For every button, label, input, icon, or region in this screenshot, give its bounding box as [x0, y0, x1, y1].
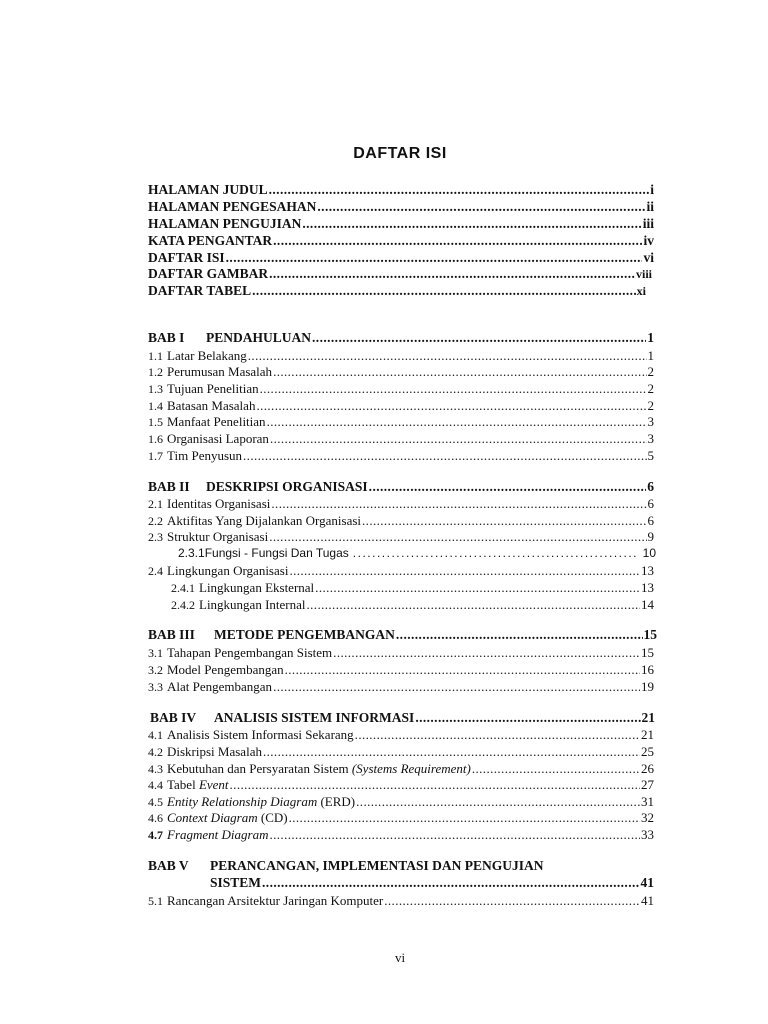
toc-entry: 3.1 Tahapan Pengembangan Sistem ..... 15 — [148, 645, 654, 661]
toc-entry: 5.1 Rancangan Arsitektur Jaringan Komputer ..... 41 — [148, 893, 654, 909]
toc-entry: HALAMAN JUDUL ..... i — [148, 182, 654, 198]
toc-entry: DAFTAR GAMBAR ..... viii — [148, 266, 652, 282]
chapter-heading-continued: SISTEM ..... 41 — [210, 875, 654, 891]
toc-entry: HALAMAN PENGUJIAN ..... iii — [148, 216, 654, 232]
toc-entry: 4.1 Analisis Sistem Informasi Sekarang ..... 21 — [148, 727, 654, 743]
chapter-heading: BAB IV ANALISIS SISTEM INFORMASI ..... 21 — [150, 710, 655, 726]
toc-entry: 4.3 Kebutuhan dan Persyaratan Sistem (Systems Requirement) ..... 26 — [148, 761, 654, 777]
toc-entry: 2.4 Lingkungan Organisasi ..... 13 — [148, 563, 654, 579]
chapter-heading: BAB II DESKRIPSI ORGANISASI ..... 6 — [148, 479, 654, 495]
toc-subentry: 2.3.1 Fungsi - Fungsi Dan Tugas ..... 10 — [178, 546, 656, 560]
toc-entry: 1.7 Tim Penyusun ..... 5 — [148, 448, 654, 464]
toc-entry: 1.4 Batasan Masalah ..... 2 — [148, 398, 654, 414]
toc-entry: 4.6 Context Diagram (CD) ..... 32 — [148, 810, 654, 826]
toc-entry: 2.1 Identitas Organisasi ..... 6 — [148, 496, 654, 512]
toc-entry: 1.1 Latar Belakang ..... 1 — [148, 348, 654, 364]
chapter-heading: BAB V PERANCANGAN, IMPLEMENTASI DAN PENGUJIAN — [148, 858, 544, 873]
toc-entry: HALAMAN PENGESAHAN ..... ii — [148, 199, 654, 215]
toc-entry: KATA PENGANTAR ..... iv — [148, 233, 654, 249]
toc-entry: 2.4.2 Lingkungan Internal ..... 14 — [171, 597, 654, 613]
toc-entry: 4.5 Entity Relationship Diagram (ERD) ..... 31 — [148, 794, 654, 810]
page-title: DAFTAR ISI — [353, 145, 447, 162]
toc-entry: 2.2 Aktifitas Yang Dijalankan Organisasi ..... 6 — [148, 513, 654, 529]
toc-entry: 1.2 Perumusan Masalah ..... 2 — [148, 364, 654, 380]
chapter-heading: BAB I PENDAHULUAN ..... 1 — [148, 330, 654, 346]
toc-entry: DAFTAR ISI ..... vi — [148, 250, 654, 266]
toc-entry: 4.4 Tabel Event ..... 27 — [148, 777, 654, 793]
toc-entry: 2.4.1 Lingkungan Eksternal ..... 13 — [171, 580, 654, 596]
toc-entry: 1.6 Organisasi Laporan ..... 3 — [148, 431, 654, 447]
toc-entry: 3.2 Model Pengembangan ..... 16 — [148, 662, 654, 678]
toc-entry: DAFTAR TABEL ..... xi — [148, 283, 646, 299]
toc-entry: 3.3 Alat Pengembangan ..... 19 — [148, 679, 654, 695]
toc-entry: 4.7 Fragment Diagram ..... 33 — [148, 827, 654, 843]
chapter-heading: BAB III METODE PENGEMBANGAN ..... 15 — [148, 627, 657, 643]
toc-entry: 1.5 Manfaat Penelitian ..... 3 — [148, 414, 654, 430]
toc-entry: 1.3 Tujuan Penelitian ..... 2 — [148, 381, 654, 397]
toc-entry: 2.3 Struktur Organisasi ..... 9 — [148, 529, 654, 545]
toc-entry: 4.2 Diskripsi Masalah ..... 25 — [148, 744, 654, 760]
page-number: vi — [394, 950, 406, 965]
